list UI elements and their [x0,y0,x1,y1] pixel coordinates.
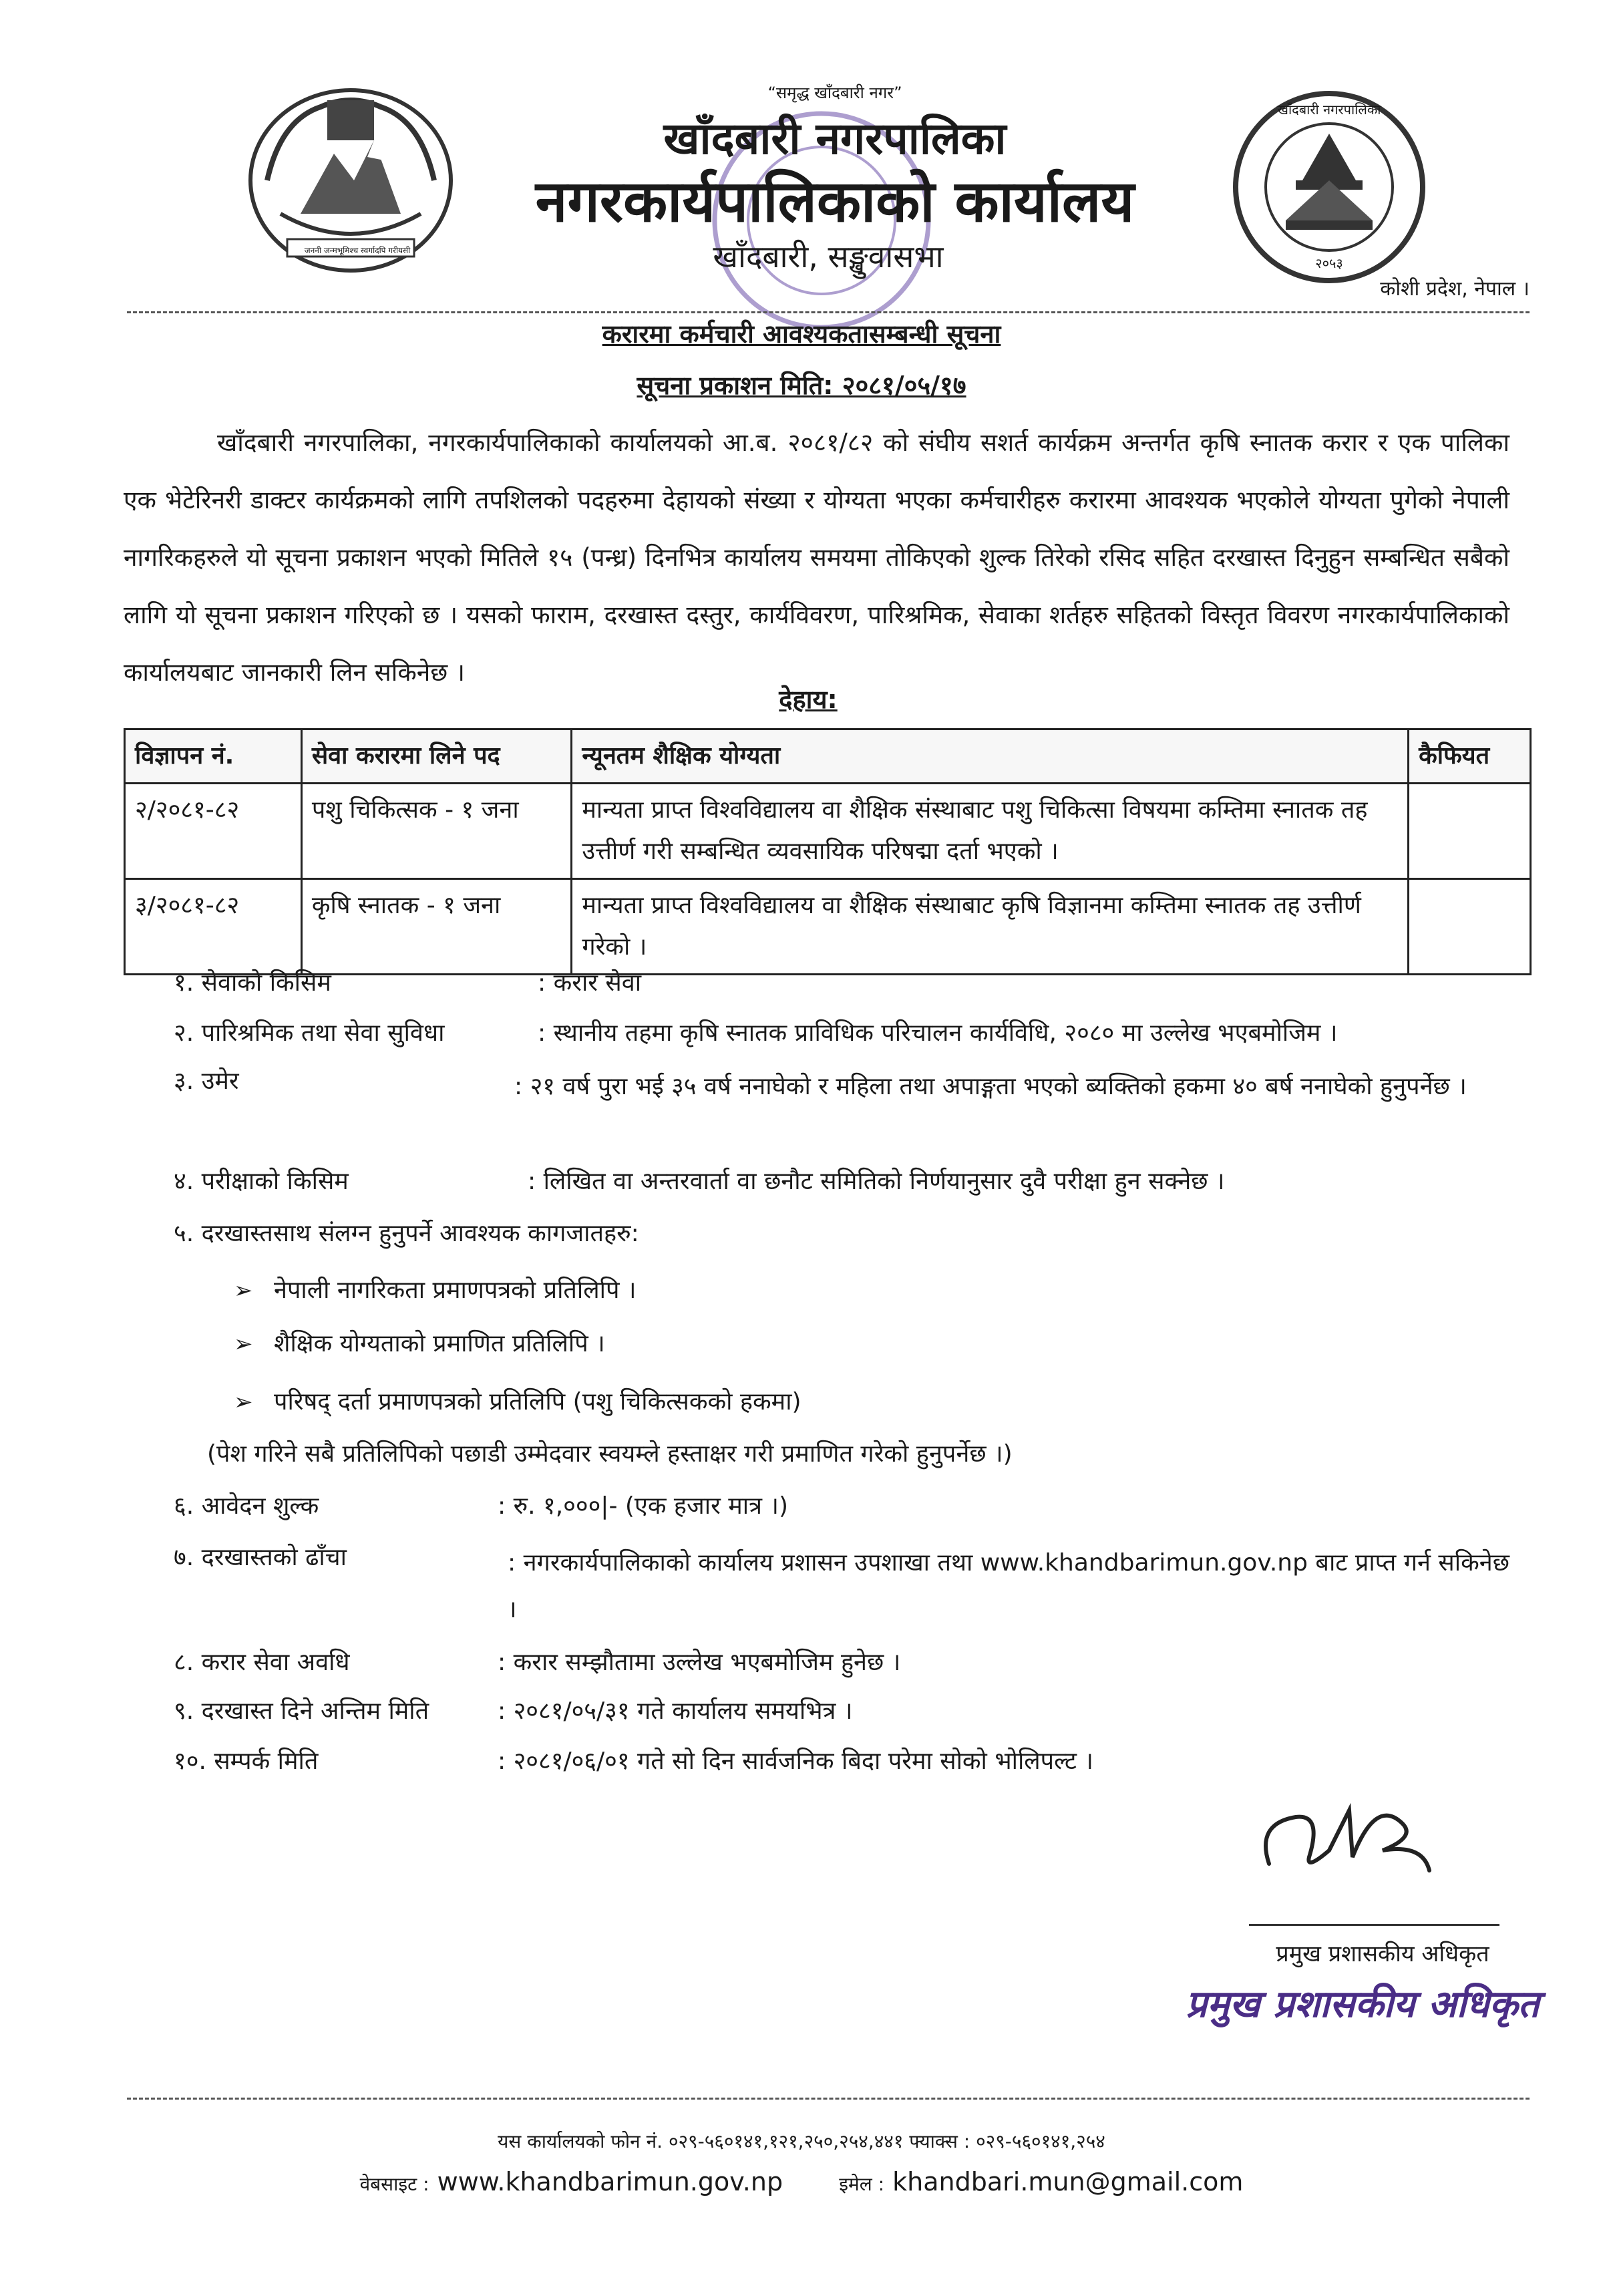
table-header-cell: सेवा करारमा लिने पद [301,729,571,784]
table-cell: मान्यता प्राप्त विश्वविद्यालय वा शैक्षिक संस्थाबाट पशु चिकित्सा विषयमा कम्तिमा स्नातक तह उत्तीर्ण गरी सम्बन्धित व्यवसायिक परिषद्मा दर्ता भएको । [572,784,1409,879]
table-header-row [125,729,1531,784]
signatory-stamp: प्रमुख प्रशासकीय अधिकृत [1186,1983,1540,2026]
table-cell [1409,879,1531,975]
table-header-cell: विज्ञापन नं. [125,729,302,784]
office-name: नगरकार्यपालिकाको कार्यालय [535,168,1135,235]
item-value: : करार सम्झौतामा उल्लेख भएबमोजिम हुनेछ । [498,1649,901,1676]
item-label: ७. दरखास्तको ढाँचा [174,1544,347,1571]
header-divider [127,311,1530,313]
table-cell: पशु चिकित्सक - १ जना [301,784,571,879]
footer-contact: यस कार्यालयको फोन नं. ०२९-५६०१४१,१२१,२५०,२५४,४४१ फ्याक्स : ०२९-५६०१४१,२५४ [498,2130,1105,2152]
seal-year: २०५३ [1315,255,1343,271]
item-value: : २०८१/०६/०१ गते सो दिन सार्वजनिक बिदा परेमा सोको भोलिपल्ट । [498,1748,1094,1775]
slogan: “समृद्ध खाँदबारी नगर” [767,84,902,102]
item-value: : लिखित वा अन्तरवार्ता वा छनौट समितिको निर्णयानुसार दुवै परीक्षा हुन सक्नेछ । [528,1168,1225,1195]
item-value: : २०८१/०५/३१ गते कार्यालय समयभित्र । [498,1697,853,1725]
item-label: ८. करार सेवा अवधि [174,1649,350,1676]
list-item: ➢ नेपाली नागरिकता प्रमाणपत्रको प्रतिलिपि । [234,1277,637,1304]
emblem-caption: जननी जन्मभूमिश्च स्वर्गादपि गरीयसी [304,246,411,255]
docs-note: (पेश गरिने सबै प्रतिलिपिको पछाडी उम्मेदवार स्वयम्ले हस्ताक्षर गरी प्रमाणित गरेको हुनुपर्नेछ ।) [207,1440,1013,1468]
item-label: १०. सम्पर्क मिति [174,1748,319,1775]
signature-icon [1249,1784,1449,1891]
arrow-icon: ➢ [234,1389,253,1416]
item-value: : नगरकार्यपालिकाको कार्यालय प्रशासन उपशाखा तथा www.khandbarimun.gov.np बाट प्राप्त गर्न सकिनेछ । [508,1549,1509,1623]
item-value: : २१ वर्ष पुरा भई ३५ वर्ष ननाघेको र महिला तथा अपाङ्गता भएको ब्यक्तिको हकमा ४० बर्ष ननाघेको हुनुपर्नेछ । [514,1073,1467,1100]
item-label: ३. उमेर [174,1068,239,1095]
item-label: २. पारिश्रमिक तथा सेवा सुविधा [174,1019,445,1047]
table-cell: २/२०८१-८२ [125,784,302,879]
list-item: ➢ परिषद् दर्ता प्रमाणपत्रको प्रतिलिपि (पशु चिकित्सकको हकमा) [234,1388,801,1416]
table-header-cell: कैफियत [1409,729,1531,784]
item-value: : स्थानीय तहमा कृषि स्नातक प्राविधिक परिचालन कार्यविधि, २०८० मा उल्लेख भएबमोजिम । [538,1019,1338,1047]
item-label: ५. दरखास्तसाथ संलग्न हुनुपर्ने आवश्यक कागजातहरु: [174,1220,639,1247]
item-label: १. सेवाको किसिम [174,969,331,997]
footer-web-email: वेबसाइट : www.khandbarimun.gov.np इमेल : khandbari.mun@gmail.com [359,2167,1244,2196]
table-row [125,879,1531,975]
arrow-icon: ➢ [234,1331,253,1357]
table-cell: मान्यता प्राप्त विश्वविद्यालय वा शैक्षिक संस्थाबाट कृषि विज्ञानमा कम्तिमा स्नातक तह उत्तीर्ण गरेको । [572,879,1409,975]
office-address: खाँदबारी, सङ्खुवासभा [713,238,944,275]
table-cell [1409,784,1531,879]
table-header-cell: न्यूनतम शैक्षिक योग्यता [572,729,1409,784]
municipality-name: खाँदबारी नगरपालिका [663,113,1007,164]
list-item: ➢ शैक्षिक योग्यताको प्रमाणित प्रतिलिपि । [234,1330,605,1357]
item-label: ४. परीक्षाको किसिम [174,1168,349,1195]
website-link[interactable]: www.khandbarimun.gov.np [437,2167,783,2196]
table-cell: ३/२०८१-८२ [125,879,302,975]
email-link[interactable]: khandbari.mun@gmail.com [892,2167,1244,2196]
signature-line [1249,1924,1499,1926]
item-label: ६. आवेदन शुल्क [174,1492,319,1520]
notice-body: खाँदबारी नगरपालिका, नगरकार्यपालिकाको कार्यालयको आ.ब. २०८१/८२ को संघीय सशर्त कार्यक्रम अन्तर्गत कृषि स्नातक करार र एक पालिका एक भेटेरिनरी डाक्टर कार्यक्रमको लागि तपशिलको पदहरुमा देहायको संख्या र योग्यता भएका कर्मचारीहरु करारमा आवश्यक भएकोले योग्यता पुगेको नेपाली नागरिकहरुले यो सूचना प्रकाशन भएको मितिले १५ (पन्ध्र) दिनभित्र कार्यालय समयमा तोकिएको शुल्क तिरेको रसिद सहित दरखास्त दिनुहुन सम्बन्धित सबैको लागि यो सूचना प्रकाशन गरिएको छ । यसको फाराम, दरखास्त दस्तुर, कार्यविवरण, पारिश्रमिक, सेवाका शर्तहरु सहितको विस्तृत विवरण नगरकार्यपालिकाको कार्यालयबाट जानकारी लिन सकिनेछ । [124,428,1509,687]
seal-text: खाँदबारी नगरपालिका [1277,102,1381,118]
footer-divider [127,2098,1530,2100]
item-value: : करार सेवा [538,969,642,997]
notice-title: करारमा कर्मचारी आवश्यकतासम्बन्धी सूचना [602,319,1001,349]
dehay-heading: देहाय: [779,685,838,714]
positions-table [124,728,1532,975]
item-label: ९. दरखास्त दिने अन्तिम मिति [174,1697,429,1725]
notice-date: सूचना प्रकाशन मिति: २०८१/०५/१७ [637,371,966,400]
arrow-icon: ➢ [234,1277,253,1304]
table-cell: कृषि स्नातक - १ जना [301,879,571,975]
item-value: : रु. १,०००|- (एक हजार मात्र ।) [498,1492,789,1520]
signatory-title: प्रमुख प्रशासकीय अधिकृत [1276,1941,1489,1967]
province-text: कोशी प्रदेश, नेपाल । [1380,277,1530,301]
table-row [125,784,1531,879]
